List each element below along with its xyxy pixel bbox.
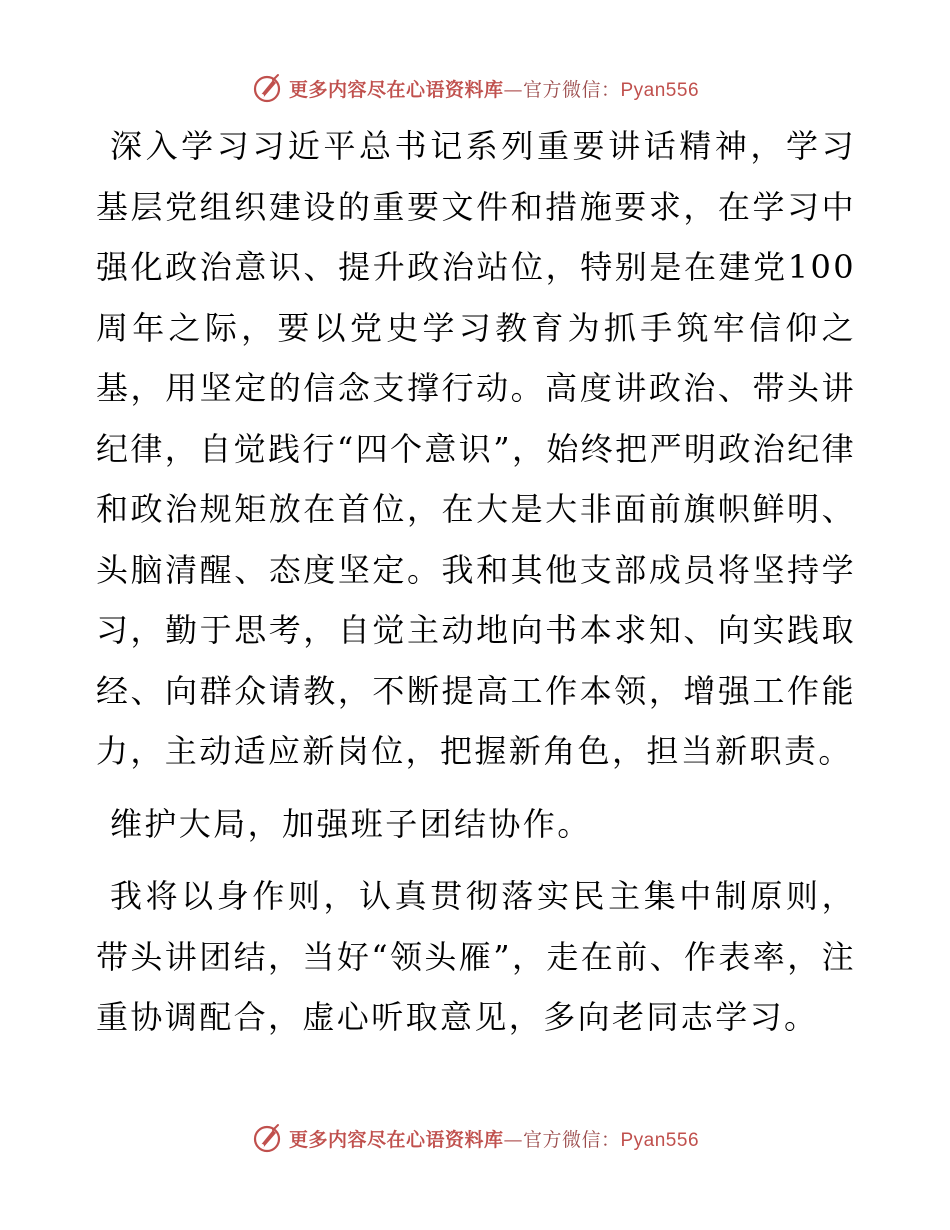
paragraph-1: 深入学习习近平总书记系列重要讲话精神，学习基层党组织建设的重要文件和措施要求，在学习中强化政治意识、提升政治站位，特别是在建党100周年之际，要以党史学习教育为抓手筑牢信仰之基，用坚定的信念支撑行动。高度讲政治、带头讲纪律，自觉践行“四个意识”，始终把严明政治纪律和政治规矩放在首位，在大是大非面前旗帜鲜明、头脑清醒、态度坚定。我和其他支部成员将坚持学习，勤于思考，自觉主动地向书本求知、向实践取经、向群众请教，不断提高工作本领，增强工作能力，主动适应新岗位，把握新角色，担当新职责。	[96, 127, 856, 770]
header-wechat-label: 官方微信：	[522, 78, 621, 101]
page-header-banner	[0, 72, 950, 104]
header-banner-separator: —	[503, 78, 523, 101]
header-wechat-account: Pyan556	[620, 79, 700, 101]
document-body	[96, 116, 856, 1048]
paragraph-2: 维护大局，加强班子团结协作。	[110, 804, 592, 843]
footer-wechat-label: 官方微信：	[522, 1128, 621, 1151]
quill-logo-icon	[251, 72, 283, 104]
footer-wechat-account: Pyan556	[620, 1129, 700, 1151]
quill-logo-icon	[251, 1122, 283, 1154]
header-banner-text	[289, 75, 699, 102]
header-banner-title: 更多内容尽在心语资料库	[288, 78, 504, 101]
paragraph-3: 我将以身作则，认真贯彻落实民主集中制原则，带头讲团结，当好“领头雁”，走在前、作表率，注重协调配合，虚心听取意见，多向老同志学习。	[96, 877, 856, 1036]
footer-banner-title: 更多内容尽在心语资料库	[288, 1128, 504, 1151]
footer-banner-text	[289, 1125, 699, 1152]
footer-banner-separator: —	[503, 1128, 523, 1151]
page-footer-banner	[0, 1122, 950, 1154]
